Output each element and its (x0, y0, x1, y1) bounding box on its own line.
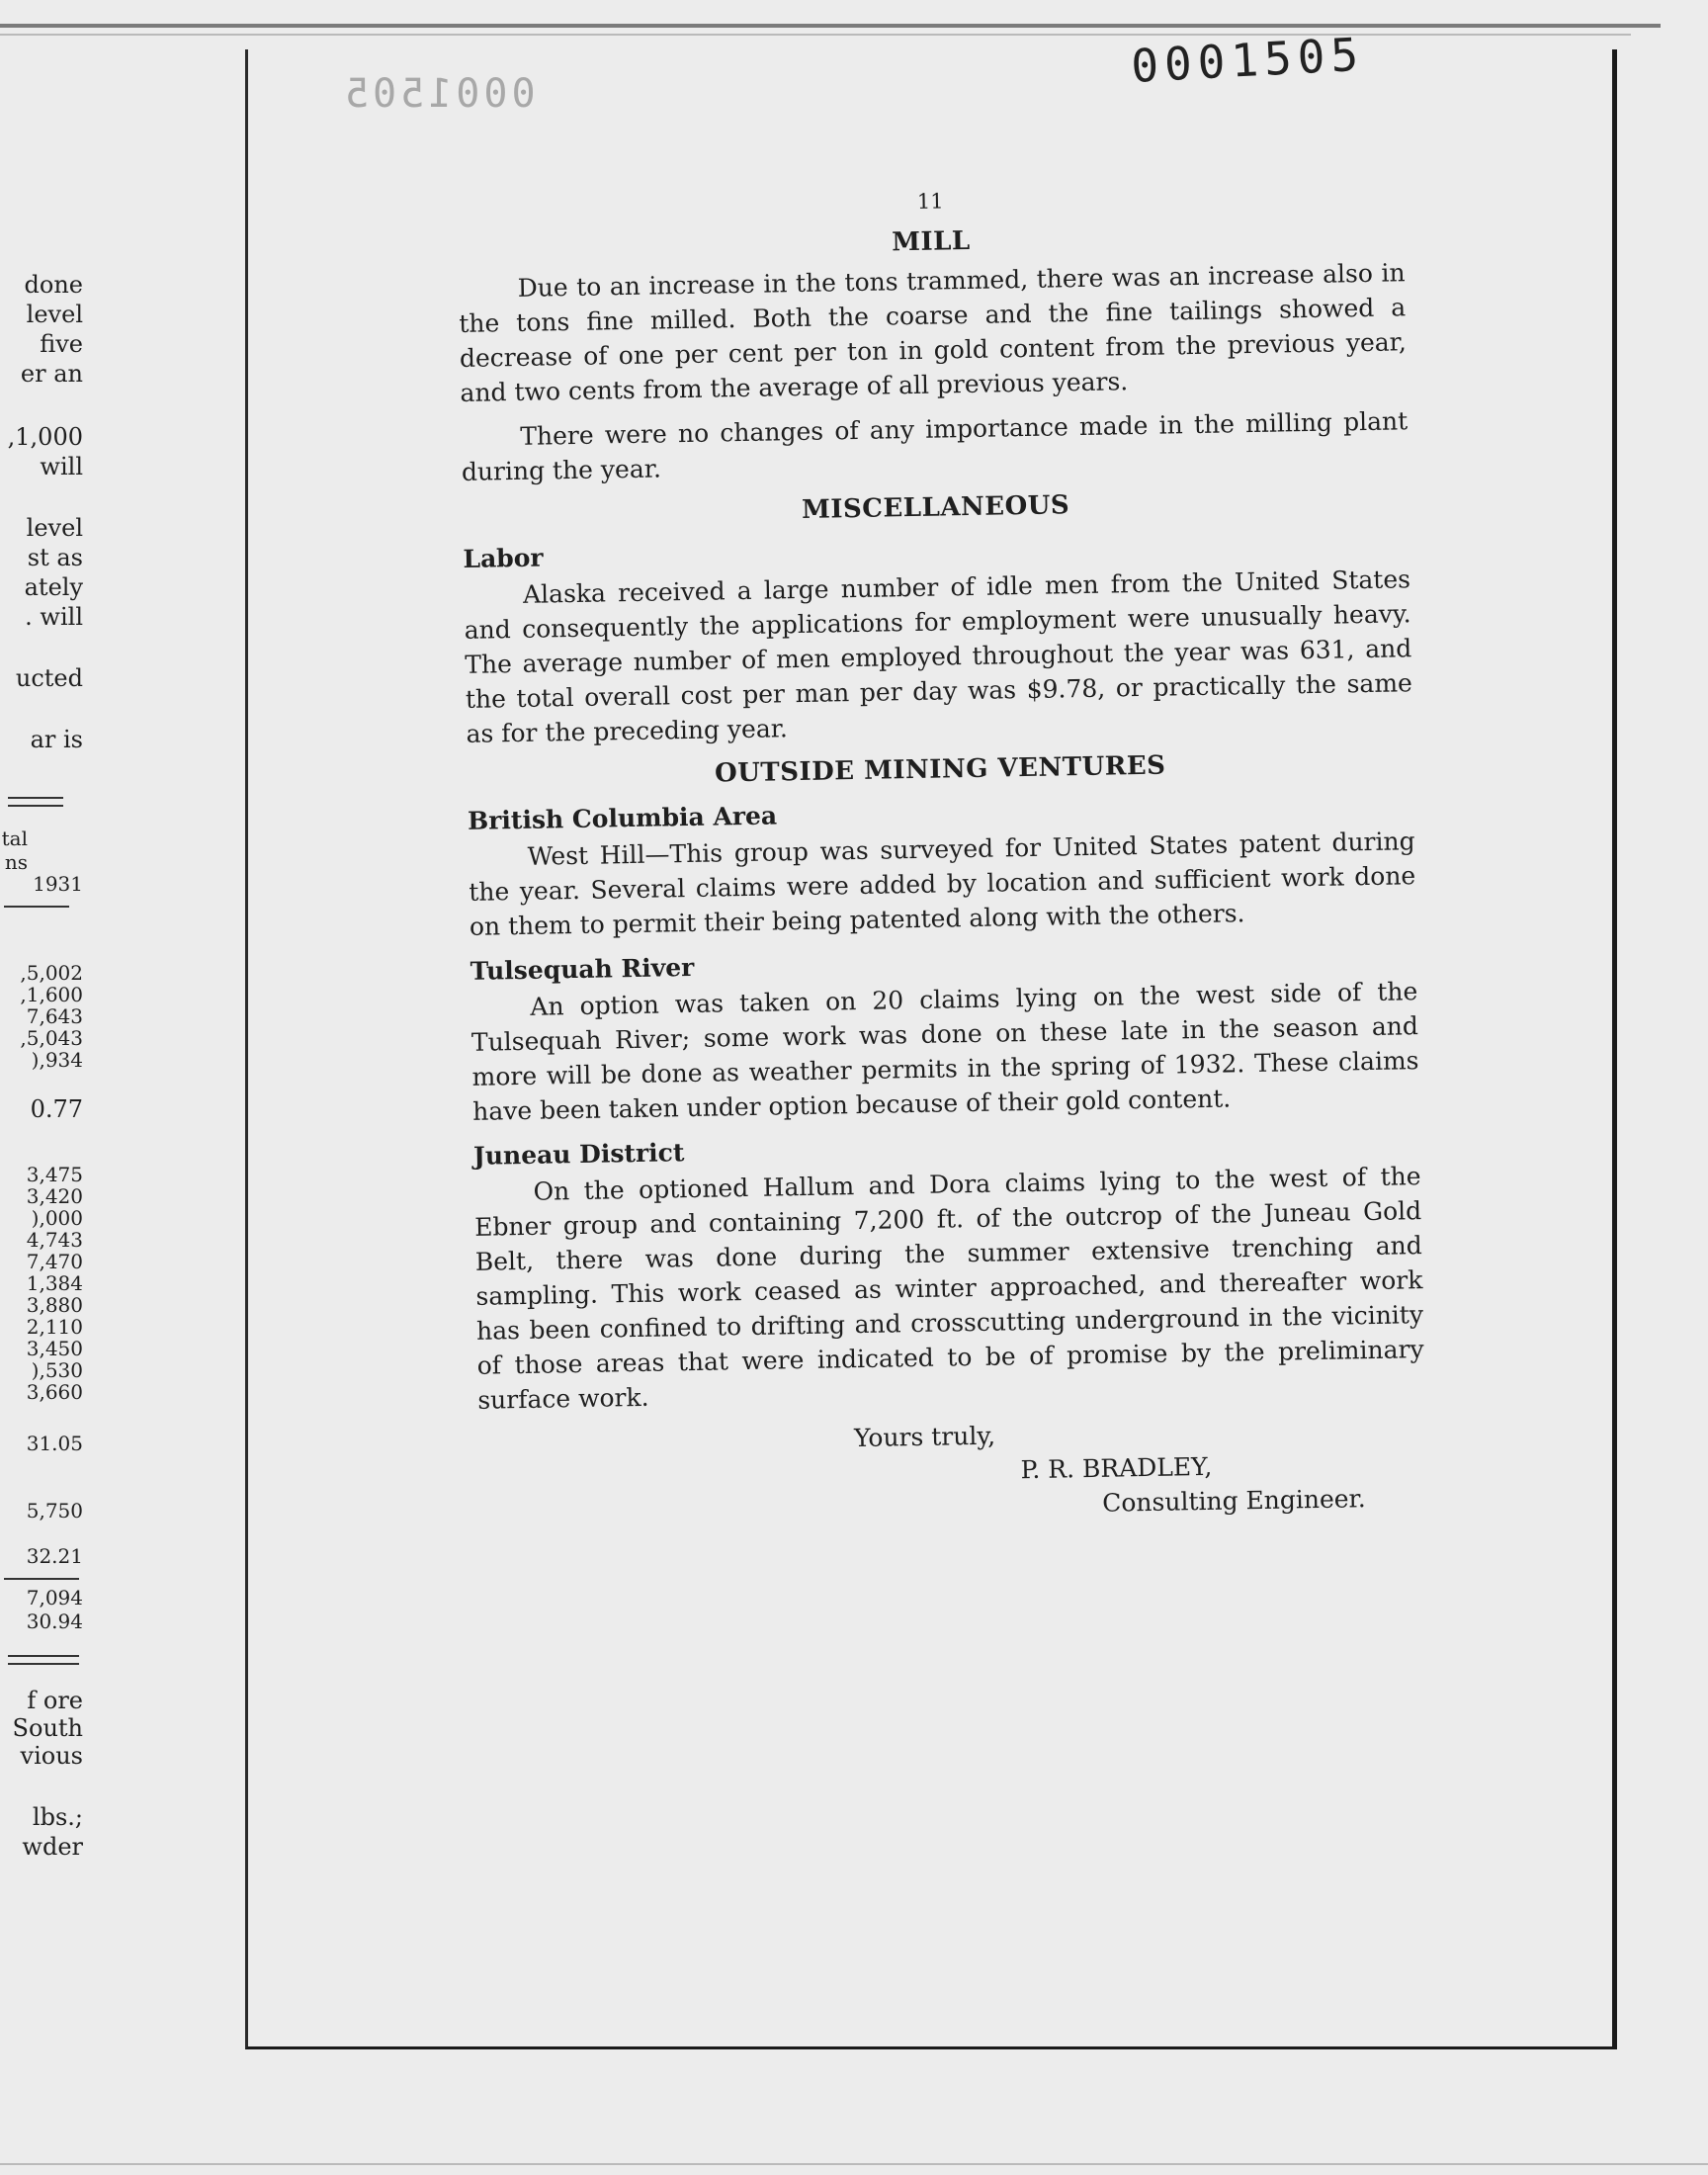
table-rule (8, 1655, 79, 1657)
fragment-number: 4,743 (26, 1228, 83, 1252)
subheading-labor: Labor (463, 543, 544, 573)
fragment-line: level (26, 301, 83, 328)
table-rule (8, 797, 63, 799)
fragment-line: ar is (30, 726, 83, 753)
table-rule (4, 906, 69, 908)
fragment-number: 1,384 (26, 1271, 83, 1295)
fragment-line: wder (22, 1833, 83, 1861)
fragment-line: done (24, 271, 83, 299)
fragment-number: 3,660 (26, 1380, 83, 1404)
subheading-british-columbia-area: British Columbia Area (467, 801, 778, 835)
fragment-number: 7,643 (26, 1004, 83, 1028)
fragment-line: five (40, 330, 83, 358)
fragment-line: ately (24, 573, 83, 601)
fragment-line: level (26, 514, 83, 542)
table-rule (4, 1578, 79, 1580)
fragment-number: 3,420 (26, 1184, 83, 1208)
scan-edge-top-shadow (0, 34, 1631, 36)
signature-name: P. R. BRADLEY, (1020, 1451, 1213, 1485)
fragment-line: vious (20, 1742, 83, 1770)
fragment-number: 2,110 (26, 1315, 83, 1339)
paragraph: An option was taken on 20 claims lying on the west side of the Tulsequah River; some work was done on these late in the season and more will be done as weather permits in the spring of 1932. These claims have been taken under option because of their gold content. (470, 977, 1419, 1126)
section-heading-miscellaneous: MISCELLANEOUS (801, 490, 1070, 525)
fragment-number: 3,450 (26, 1337, 83, 1360)
paragraph: Alaska received a large number of idle men from the United States and consequently the applications for employment were unusually heavy. The average number of men employed throughout the year was 631, and the total overall cost per man per day was $9.78, or practically the same as for the preceding year. (464, 565, 1413, 748)
page-number: 11 (916, 189, 944, 214)
fragment-table-header: tal (1, 826, 28, 850)
signature-title: Consulting Engineer. (1101, 1484, 1366, 1518)
fragment-number: ),000 (31, 1206, 83, 1230)
document-number-stamp: 0001505 (1130, 27, 1366, 93)
subheading-juneau-district: Juneau District (472, 1138, 685, 1171)
fragment-number: 30.94 (26, 1610, 83, 1633)
adjacent-page-fragment (0, 0, 87, 2175)
subheading-tulsequah-river: Tulsequah River (470, 952, 695, 986)
fragment-number: ,5,043 (20, 1026, 83, 1050)
fragment-number: 7,470 (26, 1250, 83, 1273)
fragment-table-header: ns (4, 850, 28, 874)
scan-edge-bottom (0, 2163, 1708, 2165)
bleed-through-stamp: 0001505 (341, 71, 536, 117)
fragment-line: lbs.; (32, 1803, 83, 1831)
fragment-line: ucted (15, 664, 83, 692)
fragment-number: 32.21 (26, 1544, 83, 1568)
fragment-line: er an (20, 360, 83, 388)
fragment-line: will (40, 453, 83, 480)
fragment-number: ),530 (31, 1358, 83, 1382)
fragment-number: 7,094 (26, 1586, 83, 1610)
paragraph: On the optioned Hallum and Dora claims lying to the west of the Ebner group and containing 7,200 ft. of the outcrop of the Juneau Gold Belt, there was done during the summer extensive trenching and sampling. This work ceased as winter approached, and thereafter work has been confined to drifting and crosscutting underground in the vicinity of those areas that were indicated to be of promise by the preliminary surface work. (474, 1162, 1424, 1415)
fragment-number: ,5,002 (20, 961, 83, 985)
table-rule (8, 1663, 79, 1665)
fragment-line: ,1,000 (7, 423, 83, 451)
fragment-number: 3,475 (26, 1163, 83, 1186)
fragment-number: 3,880 (26, 1293, 83, 1317)
scan-edge-top (0, 24, 1661, 28)
section-heading-mill: MILL (891, 225, 971, 258)
fragment-table-header: 1931 (33, 872, 83, 896)
fragment-line: f ore (27, 1687, 83, 1714)
fragment-number: ,1,600 (20, 983, 83, 1006)
fragment-number: 0.77 (30, 1095, 83, 1123)
fragment-line: st as (27, 544, 83, 571)
document-body (457, 176, 1426, 1531)
table-rule (8, 805, 63, 807)
closing: Yours truly, (853, 1421, 996, 1453)
paragraph: Due to an increase in the tons trammed, there was an increase also in the tons fine milled. Both the coarse and the fine tailings showed a decrease of one per cent per ton in gold content from the previous year, and two cents from the average of all previous years. (459, 258, 1408, 407)
fragment-number: ),934 (31, 1048, 83, 1072)
paragraph: West Hill—This group was surveyed for United States patent during the year. Several claims were added by location and sufficient work done on them to permit their being patented along with the others. (469, 826, 1416, 941)
paragraph: There were no changes of any importance made in the milling plant during the year. (461, 406, 1409, 486)
fragment-number: 5,750 (26, 1499, 83, 1522)
fragment-line: South (12, 1714, 83, 1742)
fragment-line: . will (25, 603, 83, 631)
fragment-number: 31.05 (26, 1432, 83, 1455)
section-heading-outside-mining-ventures: OUTSIDE MINING VENTURES (714, 750, 1166, 789)
